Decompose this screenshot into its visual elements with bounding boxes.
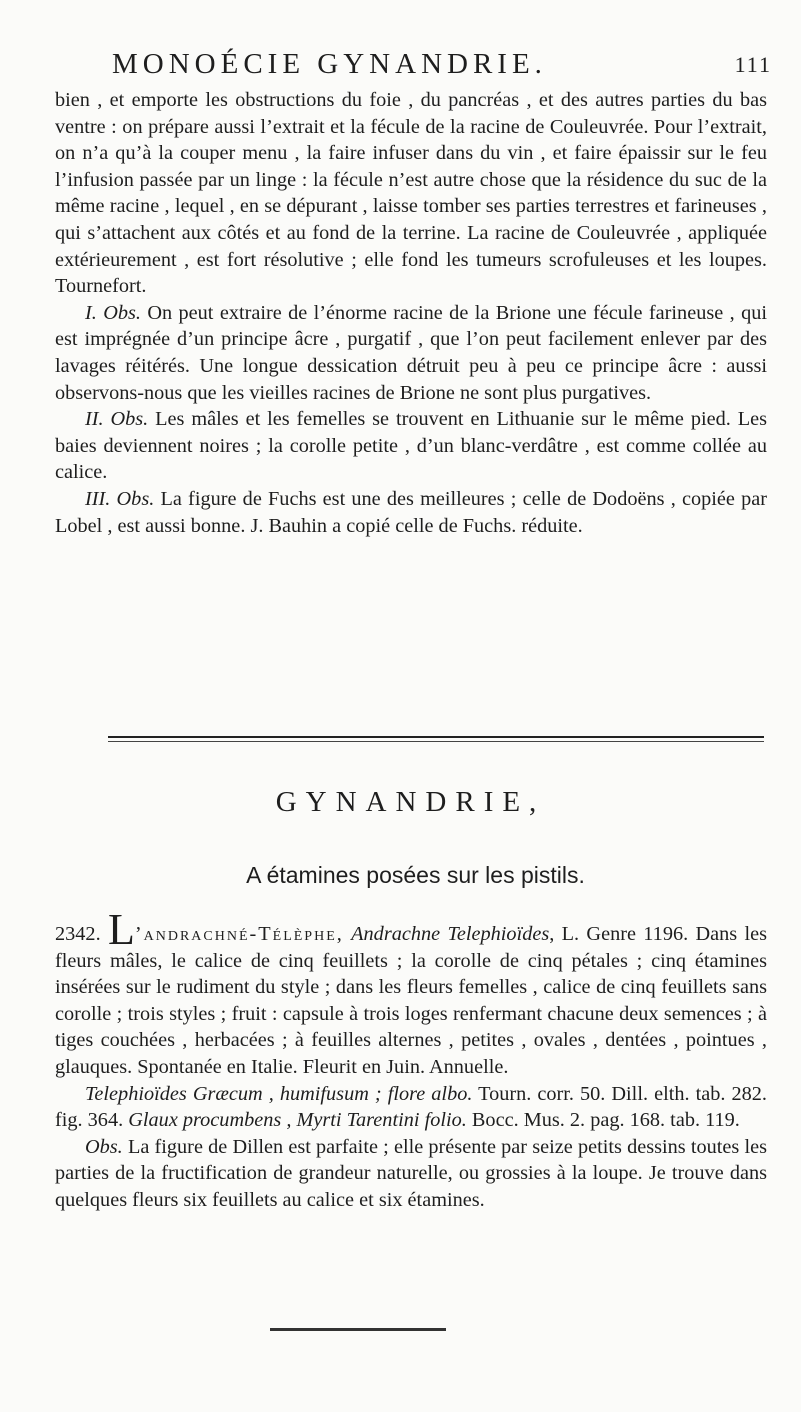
entry-name: ’andrachné-Télèphe, (134, 923, 344, 945)
paragraph-couleuvree: bien , et emporte les obstructions du foie , du pancréas , et des autres parties du bas ventre : on prépare aussi l’extrait et la fécule de la racine de Couleuvrée. Pour l’extrait, on n’a qu’à la couper menu , la faire infuser dans du vin , et faire épaissir sur le feu l’infusion passée par un linge : la fécule n’est autre chose que la résidence du suc de la même racine , lequel , en se dépurant , laisse tomber ses parties terrestres et farineuses , qui s’attachent aux côtés et au fond de la terrine. La racine de Couleuvrée , appliquée extérieurement , est fort résolutive ; elle fond les tumeurs scrofuleuses et les loupes. Tournefort. (55, 89, 767, 298)
entry-author: , L. (549, 923, 580, 945)
entry-number: 2342. (55, 923, 101, 945)
observation-dillen (55, 1134, 767, 1214)
section-divider-thin (108, 741, 764, 742)
bottom-ornament-rule (270, 1328, 446, 1331)
running-head-title: MONOÉCIE GYNANDRIE. (112, 48, 547, 80)
observation-3-label: III. Obs. (85, 487, 155, 510)
entry-description: Genre 1196. Dans les fleurs mâles, le calice de cinq feuillets ; la corolle de cinq pétales ; cinq étamines insérées sur le rudiment du style ; dans les fleurs femelles , calice de cinq feuillets sans corolle ; trois styles ; fruit : capsule à trois loges renfermant chacune deux semences ; à tiges couchées , herbacées ; à feuilles alternes , petites , ovales , dentées , pointues , glauques. Spontanée en Italie. Fleurit en Juin. Annuelle. (55, 923, 768, 1078)
observation-3 (55, 486, 767, 539)
entry-latin-name: Andrachne Telephioïdes (351, 923, 550, 945)
entry-andrachne (55, 905, 768, 1081)
synonym-1-reference: Tourn. corr. 50. Dill. elth. tab. 282. fig. 364. (55, 1082, 767, 1132)
observation-3-text: La figure de Fuchs est une des meilleures ; celle de Dodoëns , copiée par Lobel , est aussi bonne. J. Bauhin a copié celle de Fuchs. réduite. (55, 487, 767, 537)
page-number: 111 (734, 52, 772, 77)
section-subtitle: A étamines posées sur les pistils. (246, 862, 585, 888)
section-gynandrie-text (55, 905, 768, 1214)
observation-1-text: On peut extraire de l’énorme racine de la Brione une fécule farineuse , qui est imprégnée d’un principe âcre , purgatif , que l’on peut facilement enlever par des lavages réitérés. Une longue dessication détruit peu à peu ce principe âcre : aussi observons-nous que les vieilles racines de Brione ne sont plus purgatives. (55, 301, 767, 404)
observation-1 (55, 300, 767, 406)
observation-dillen-text: La figure de Dillen est parfaite ; elle présente par seize petits dessins toutes les parties de la fructification de grandeur naturelle, ou grossies à la loupe. Je trouve dans quelques fleurs six feuillets au calice et six étamines. (55, 1135, 767, 1211)
observation-2 (55, 406, 767, 486)
section-title: GYNANDRIE, (275, 786, 546, 818)
running-head (112, 48, 772, 88)
observation-2-text: Les mâles et les femelles se trouvent en Lithuanie sur le même pied. Les baies deviennent noires ; la corolle petite , d’un blanc-verdâtre , est comme collée au calice. (55, 408, 768, 484)
synonym-2-latin: Glaux procumbens , Myrti Tarentini folio. (128, 1109, 467, 1132)
drop-cap-letter: L (107, 905, 135, 954)
observation-1-label: I. Obs. (85, 301, 141, 324)
synonym-1-latin: Telephioïdes Græcum , humifusum ; flore albo. (85, 1082, 473, 1105)
observation-2-label: II. Obs. (85, 408, 149, 431)
synonym-2-reference: Bocc. Mus. 2. pag. 168. tab. 119. (466, 1109, 740, 1132)
section-divider-thick (108, 736, 764, 738)
section-monoecie-text (55, 87, 767, 539)
synonym-1 (55, 1081, 767, 1134)
observation-dillen-label: Obs. (85, 1135, 123, 1158)
